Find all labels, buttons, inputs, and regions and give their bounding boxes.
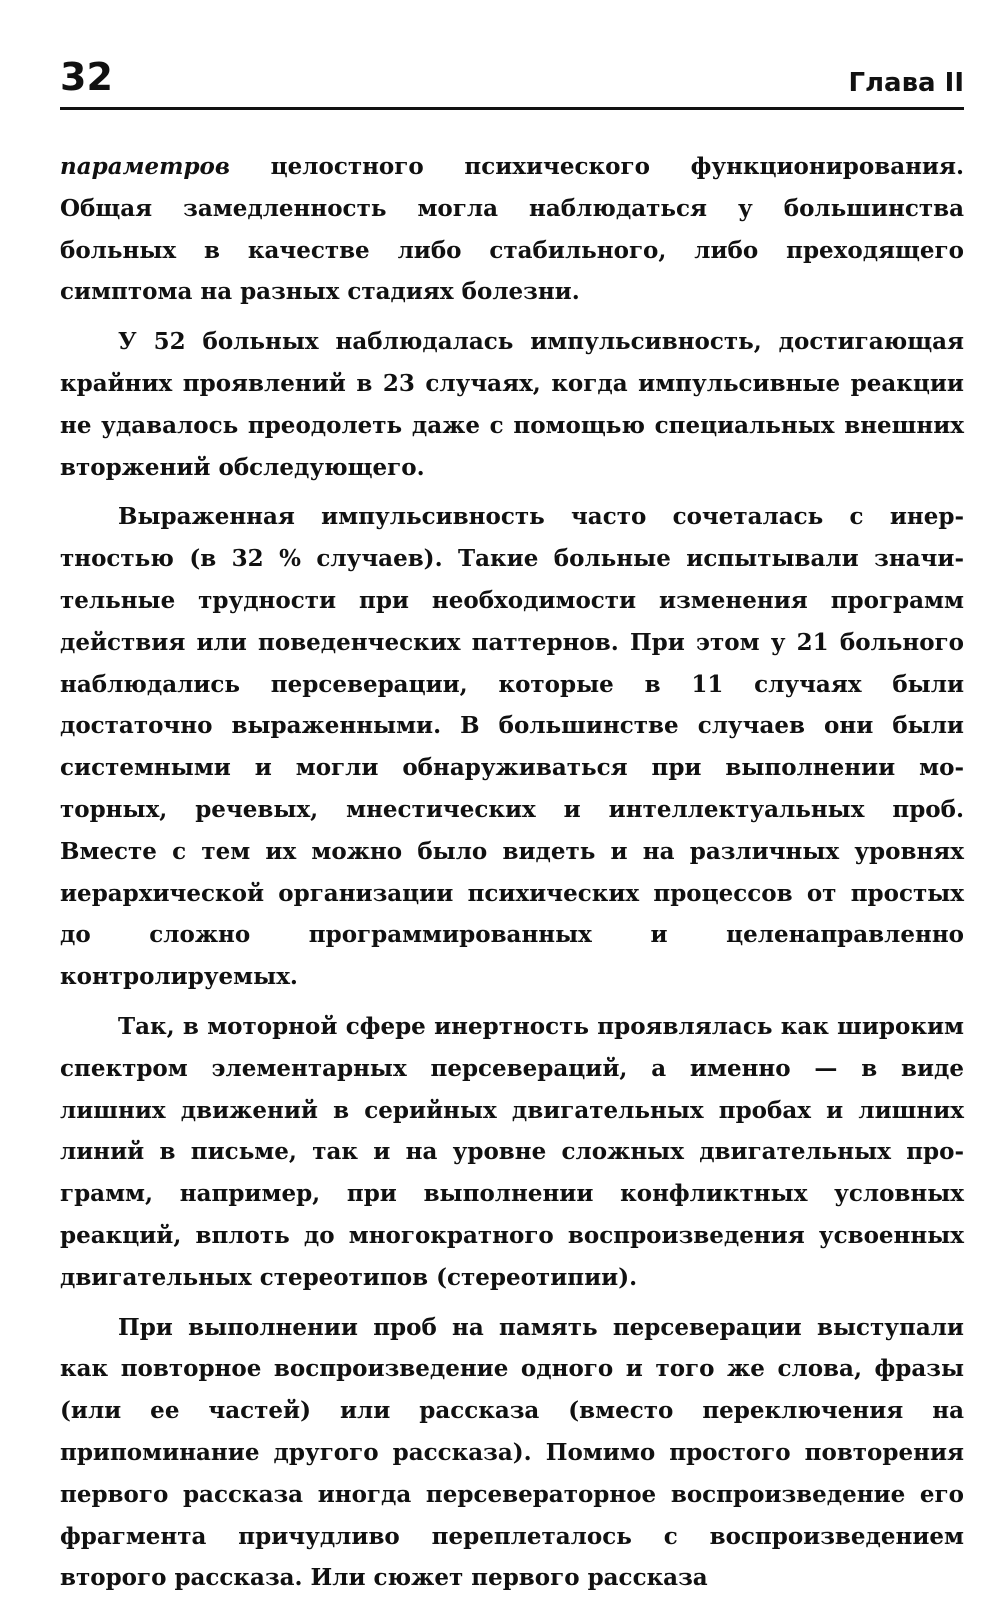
book-page (60, 0, 964, 1592)
paragraph-1 (60, 146, 964, 313)
paragraph-1-text: целостного психического функционирования. Общая замедленность могла наблюдаться у большинства больных в качестве либо стабильного, либо преходящего симптома на разных стадиях болезни. (60, 153, 964, 306)
running-head (60, 48, 964, 104)
chapter-label: Глава II (848, 68, 964, 98)
page-number: 32 (60, 55, 113, 99)
paragraph-1-italic-lead: параметров (60, 153, 230, 180)
paragraph-4: Так, в моторной сфере инертность проявлялась как широким спектром элементарных персевераций, а именно — в виде лишних движений в серийных двигательных пробах и лишних линий в письме, так и на уровне сложных двигательных программ, например, при выполнении конфликтных условных реакций, вплоть до многократного воспроизведения усвоенных двигательных стереотипов (стереотипии). (60, 1012, 964, 1291)
header-rule (60, 107, 964, 110)
body-text (60, 146, 964, 1599)
paragraph-5: При выполнении проб на память персеверации выступали как повторное воспроизведение одного и того же слова, фразы (или ее частей) или рассказа (вместо переключения на припоминание другого рассказа). Помимо простого повторения первого рассказа иногда персевераторное воспроизведение его фрагмента причудливо переплеталось с воспроизведением второго рассказа. Или сюжет первого рассказа (60, 1313, 964, 1592)
paragraph-3: Выраженная импульсивность часто сочеталась с инертностью (в 32 % случаев). Такие больные испытывали значительные трудности при необходимости изменения программ действия или поведенческих паттернов. При этом у 21 больного наблюдались персеверации, которые в 11 случаях были достаточно выраженными. В большинстве случаев они были системными и могли обнаруживаться при выполнении моторных, речевых, мнестических и интеллектуальных проб. Вместе с тем их можно было видеть и на различных уровнях иерархической организации психических процессов от простых до сложно программированных и целенаправленно контролируемых. (60, 503, 964, 991)
paragraph-2: У 52 больных наблюдалась импульсивность, достигающая крайних проявлений в 23 случаях, когда импульсивные реакции не удавалось преодолеть даже с помощью специальных внешних вторжений обследующего. (60, 328, 964, 481)
